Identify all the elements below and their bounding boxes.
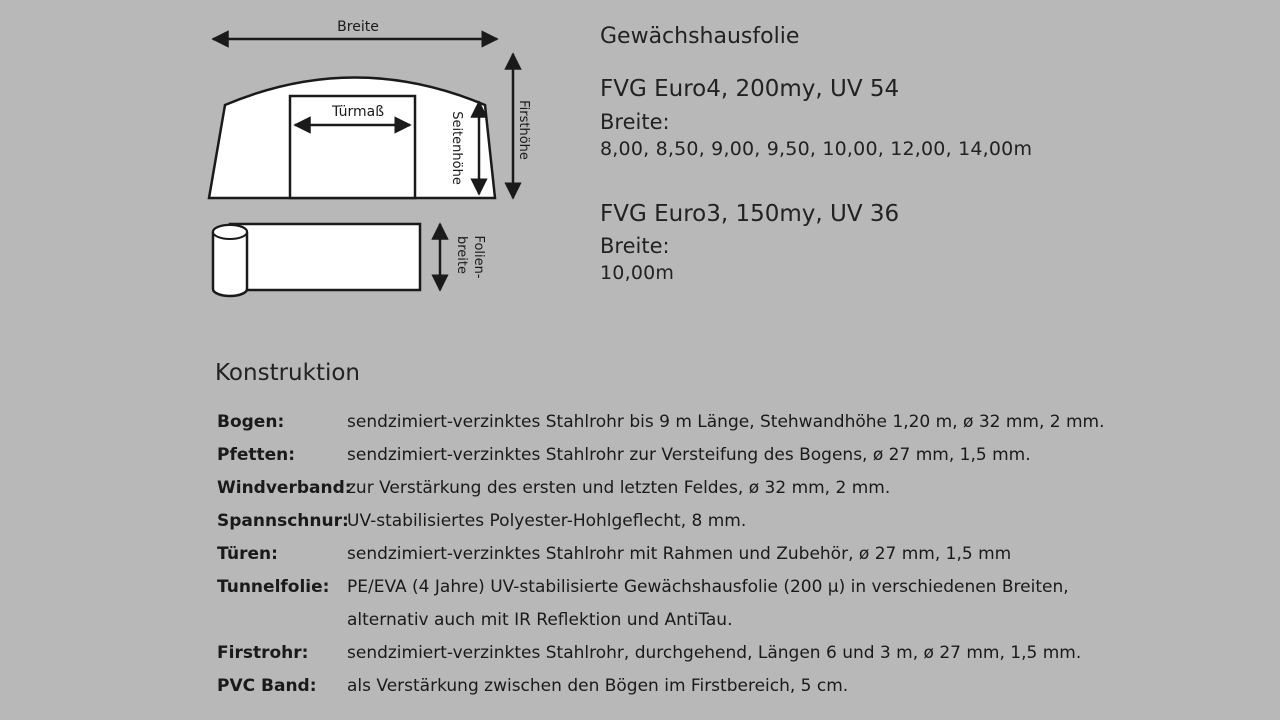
spec-value: alternativ auch mit IR Reflektion und AntiTau.: [347, 610, 733, 630]
spec-value: als Verstärkung zwischen den Bögen im Firstbereich, 5 cm.: [347, 676, 849, 696]
spec-row-pvc-band: [217, 676, 1097, 709]
spec-value: sendzimiert-verzinktes Stahlrohr zur Versteifung des Bogens, ø 27 mm, 1,5 mm.: [347, 445, 1031, 465]
spec-row-tunnelfolie: [217, 577, 1097, 610]
spec-row-windverband: [217, 478, 1097, 511]
product-1-breite-label: Breite:: [600, 110, 670, 134]
spec-value: sendzimiert-verzinktes Stahlrohr, durchgehend, Längen 6 und 3 m, ø 27 mm, 1,5 mm.: [347, 643, 1082, 663]
product-2-name: FVG Euro3, 150my, UV 36: [600, 201, 900, 227]
product-1-sizes: 8,00, 8,50, 9,00, 9,50, 10,00, 12,00, 14,00m: [600, 138, 1033, 160]
breite-label: Breite: [337, 19, 379, 35]
spec-row-firstrohr: [217, 643, 1097, 676]
foil-roll-end: [213, 225, 247, 239]
spec-value: UV-stabilisiertes Polyester-Hohlgeflecht, 8 mm.: [347, 511, 747, 531]
firsthoehe-label: Firsthöhe: [516, 100, 531, 160]
spec-value: sendzimiert-verzinktes Stahlrohr bis 9 m Länge, Stehwandhöhe 1,20 m, ø 32 mm, 2 mm.: [347, 412, 1105, 432]
spec-label: Firstrohr:: [217, 643, 309, 663]
product-2-sizes: 10,00m: [600, 262, 675, 284]
seitenhoehe-label: Seitenhöhe: [449, 111, 464, 185]
tuermass-label: Türmaß: [331, 104, 385, 120]
foil-sheet: [230, 224, 420, 290]
product-1-name: FVG Euro4, 200my, UV 54: [600, 76, 900, 102]
spec-value: PE/EVA (4 Jahre) UV-stabilisierte Gewächshausfolie (200 µ) in verschiedenen Breiten,: [347, 577, 1069, 597]
product-2-breite-label: Breite:: [600, 234, 670, 258]
spec-value: zur Verstärkung des ersten und letzten Feldes, ø 32 mm, 2 mm.: [347, 478, 891, 498]
spec-value: sendzimiert-verzinktes Stahlrohr mit Rahmen und Zubehör, ø 27 mm, 1,5 mm: [347, 544, 1012, 564]
spec-label: PVC Band:: [217, 676, 317, 696]
spec-row-spannschnur: [217, 511, 1097, 544]
spec-table: [217, 412, 1105, 709]
konstruktion-title: Konstruktion: [215, 360, 360, 386]
spec-row-tunnelfolie-cont: [217, 610, 1097, 643]
spec-label: Bogen:: [217, 412, 285, 432]
folienbreite-label-1: Folien-: [471, 235, 486, 279]
spec-label: Türen:: [217, 544, 278, 564]
spec-label: Spannschnur:: [217, 511, 349, 531]
spec-label: Windverband:: [217, 478, 352, 498]
spec-row-bogen: [217, 412, 1105, 445]
spec-label: Tunnelfolie:: [217, 577, 330, 597]
spec-row-pfetten: [217, 445, 1097, 478]
folienbreite-label-2: breite: [454, 235, 469, 275]
spec-label: Pfetten:: [217, 445, 296, 465]
greenhouse-dimension-diagram: [195, 10, 555, 310]
folie-title: Gewächshausfolie: [600, 24, 800, 49]
spec-row-tueren: [217, 544, 1097, 577]
